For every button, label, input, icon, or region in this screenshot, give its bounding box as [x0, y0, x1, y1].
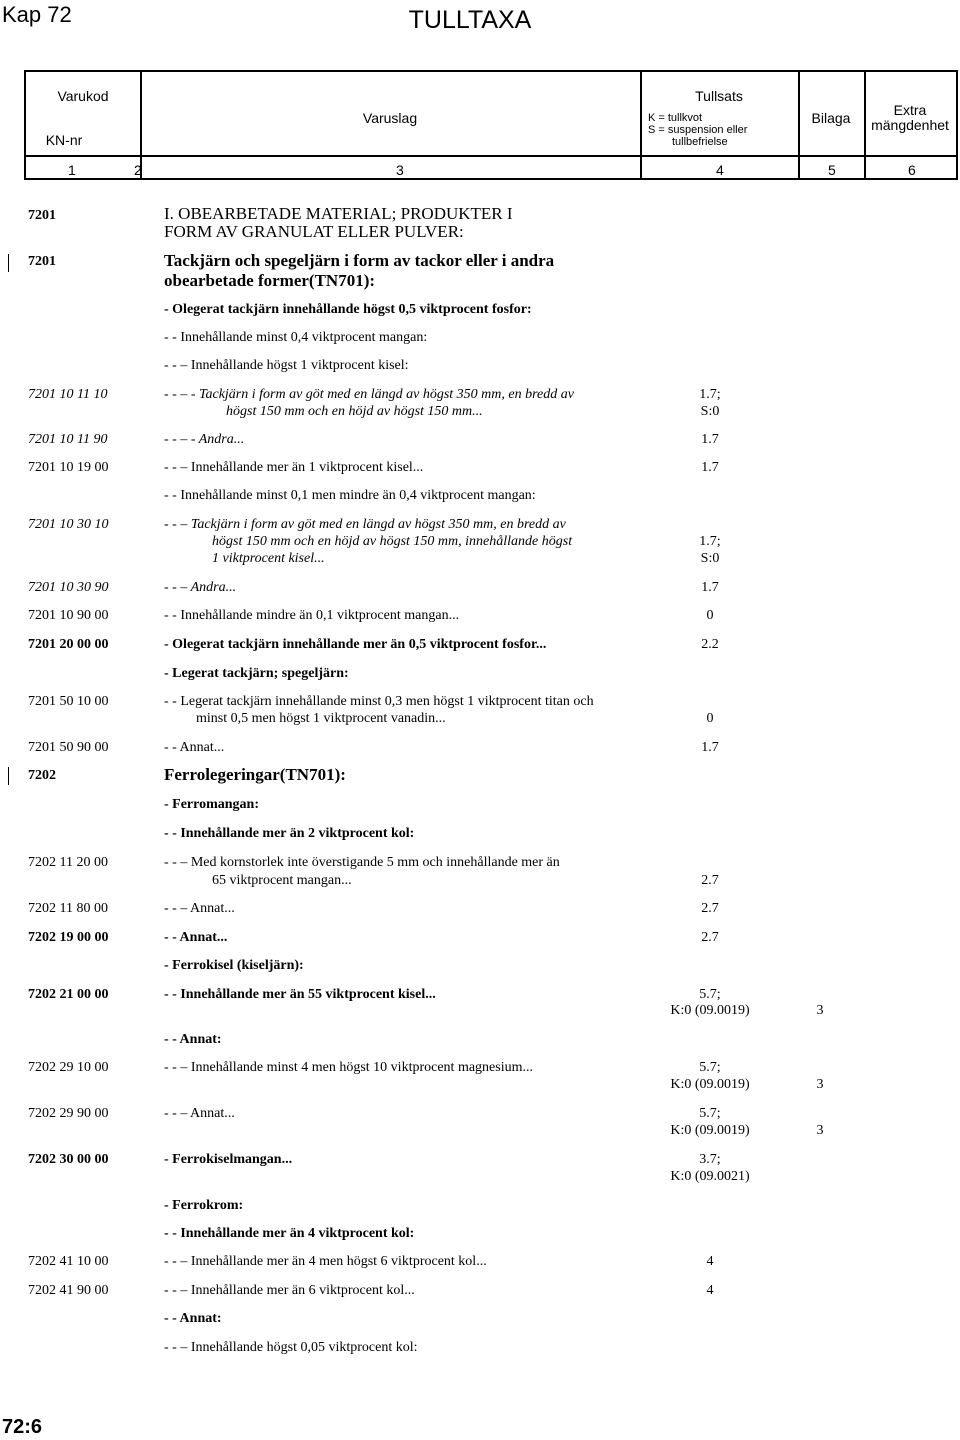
section-heading-cont: FORM AV GRANULAT ELLER PULVER:	[164, 222, 464, 241]
description-cont: minst 0,5 men högst 1 viktprocent vanadin...	[196, 711, 446, 726]
page-number: 72:6	[2, 1416, 43, 1438]
extra-header: Extra	[893, 102, 927, 118]
subheading: - - Innehållande mer än 4 viktprocent kol:	[164, 1226, 415, 1241]
rate: 5.7;	[699, 1060, 721, 1075]
rate: 4	[706, 1283, 714, 1298]
revision-bar	[8, 767, 9, 785]
description: - - – - Tackjärn i form av göt med en längd av högst 350 mm, en bredd av	[164, 387, 574, 402]
subheading: - Ferromangan:	[164, 797, 259, 812]
code: 7202 19 00 00	[28, 930, 109, 945]
description-cont: högst 150 mm och en höjd av högst 150 mm, innehållande högst	[212, 534, 573, 549]
code: 7201 10 11 90	[28, 432, 108, 447]
tullsats-legend-s: S = suspension eller	[648, 124, 748, 136]
description-cont: 65 viktprocent mangan...	[212, 873, 352, 888]
code: 7201 10 90 00	[28, 608, 109, 623]
chapter-label: Kap 72	[2, 2, 72, 27]
rate: 1.7	[701, 740, 719, 755]
description: - - – Tackjärn i form av göt med en längd av högst 350 mm, en bredd av	[164, 517, 566, 532]
kn-nr-header: KN-nr	[45, 132, 83, 148]
description-cont: 1 viktprocent kisel...	[212, 551, 325, 566]
code: 7202 41 90 00	[28, 1283, 109, 1298]
col-number-6: 6	[908, 162, 916, 178]
code: 7202 29 10 00	[28, 1060, 109, 1075]
tullsats-legend-k: K = tullkvot	[648, 112, 703, 124]
code: 7201 10 19 00	[28, 460, 109, 475]
code: 7201 50 90 00	[28, 740, 109, 755]
description: - - Annat...	[164, 740, 225, 755]
description: - - – Andra...	[164, 580, 237, 595]
description: - - – Innehållande mer än 4 men högst 6 viktprocent kol...	[164, 1254, 487, 1269]
subheading: - - Annat:	[164, 1311, 222, 1326]
rate: 1.7	[701, 432, 719, 447]
varuslag-header: Varuslag	[362, 110, 418, 126]
description: - - – Innehållande minst 4 men högst 10 viktprocent magnesium...	[164, 1060, 533, 1075]
rate-quota: K:0 (09.0019)	[670, 1003, 750, 1018]
description: - - Legerat tackjärn innehållande minst 0,3 men högst 1 viktprocent titan och	[164, 694, 594, 709]
rate: 2.7	[701, 873, 719, 888]
rate: 1.7;	[699, 387, 721, 402]
code: 7201 10 30 10	[28, 517, 109, 532]
heading-7201: Tackjärn och spegeljärn i form av tackor eller i andra	[164, 251, 555, 270]
code: 7202 11 20 00	[28, 855, 108, 870]
code: 7201 10 30 90	[28, 580, 109, 595]
description: - - – Annat...	[164, 1106, 235, 1121]
code-7201: 7201	[28, 208, 56, 223]
rate: 5.7;	[699, 1106, 721, 1121]
rate: S:0	[700, 551, 720, 566]
subheading: - - – Innehållande högst 0,05 viktprocent kol:	[164, 1340, 418, 1355]
subheading: - - – Innehållande högst 1 viktprocent kisel:	[164, 358, 409, 373]
description-cont: högst 150 mm och en höjd av högst 150 mm...	[226, 404, 483, 419]
description: - - – Annat...	[164, 901, 235, 916]
rate: 1.7	[701, 460, 719, 475]
subheading: - - Innehållande mer än 2 viktprocent kol:	[164, 826, 415, 841]
subheading: - Ferrokisel (kiseljärn):	[164, 958, 304, 973]
section-heading: I. OBEARBETADE MATERIAL; PRODUKTER I	[164, 204, 513, 223]
description: - - – Med kornstorlek inte överstigande 5 mm och innehållande mer än	[164, 855, 560, 870]
rate: S:0	[700, 404, 720, 419]
heading-7202: Ferrolegeringar(TN701):	[164, 765, 346, 784]
subheading: - - Annat:	[164, 1032, 222, 1047]
page-title: TULLTAXA	[408, 6, 532, 34]
code: 7202 30 00 00	[28, 1152, 109, 1167]
code: 7201 20 00 00	[28, 637, 109, 652]
code: 7202 29 90 00	[28, 1106, 109, 1121]
rate: 2.7	[701, 901, 719, 916]
code-7201-heading: 7201	[28, 254, 56, 269]
description: - - Innehållande mindre än 0,1 viktprocent mangan...	[164, 608, 460, 623]
description: - - Innehållande mer än 55 viktprocent kisel...	[164, 987, 436, 1002]
description: - - – Innehållande mer än 1 viktprocent kisel...	[164, 460, 424, 475]
description: - - Annat...	[164, 930, 228, 945]
subheading: - - Innehållande minst 0,4 viktprocent mangan:	[164, 330, 428, 345]
rate-quota: K:0 (09.0021)	[670, 1169, 750, 1184]
bilaga: 3	[816, 1123, 824, 1138]
rate: 1.7	[701, 580, 719, 595]
rate: 4	[706, 1254, 714, 1269]
col-number-1: 1	[68, 162, 76, 178]
code: 7201 10 11 10	[28, 387, 108, 402]
rate-quota: K:0 (09.0019)	[670, 1123, 750, 1138]
description: - - – Innehållande mer än 6 viktprocent kol...	[164, 1283, 415, 1298]
description: - - – - Andra...	[164, 432, 245, 447]
description: - Olegerat tackjärn innehållande mer än 0,5 viktprocent fosfor...	[164, 637, 547, 652]
revision-bar	[8, 254, 9, 272]
tullsats-header: Tullsats	[695, 88, 743, 104]
col-number-2: 2	[134, 162, 142, 178]
bilaga: 3	[816, 1003, 824, 1018]
subheading: - Olegerat tackjärn innehållande högst 0,5 viktprocent fosfor:	[164, 302, 532, 317]
rate: 0	[706, 608, 714, 623]
subheading: - - Innehållande minst 0,1 men mindre än 0,4 viktprocent mangan:	[164, 488, 536, 503]
rate: 0	[706, 711, 714, 726]
code-7202-heading: 7202	[28, 768, 56, 783]
code: 7202 11 80 00	[28, 901, 108, 916]
col-number-3: 3	[396, 162, 404, 178]
description: - Ferrokiselmangan...	[164, 1152, 293, 1167]
code: 7202 21 00 00	[28, 987, 109, 1002]
col-number-5: 5	[828, 162, 836, 178]
rate: 2.7	[701, 930, 719, 945]
subheading: - Ferrokrom:	[164, 1198, 244, 1213]
code: 7201 50 10 00	[28, 694, 109, 709]
rate-quota: K:0 (09.0019)	[670, 1077, 750, 1092]
subheading: - Legerat tackjärn; spegeljärn:	[164, 666, 349, 681]
col-number-4: 4	[716, 162, 724, 178]
rate: 2.2	[701, 637, 719, 652]
bilaga-header: Bilaga	[811, 110, 851, 126]
bilaga: 3	[816, 1077, 824, 1092]
rate: 5.7;	[699, 987, 721, 1002]
column-header-table	[24, 70, 958, 180]
heading-7201-cont: obearbetade former(TN701):	[164, 271, 376, 290]
mangdenhet-header: mängdenhet	[871, 117, 949, 133]
code: 7202 41 10 00	[28, 1254, 109, 1269]
varukod-header: Varukod	[57, 88, 109, 104]
rate: 3.7;	[699, 1152, 721, 1167]
rate: 1.7;	[699, 534, 721, 549]
tullsats-legend-s2: tullbefrielse	[672, 136, 728, 148]
